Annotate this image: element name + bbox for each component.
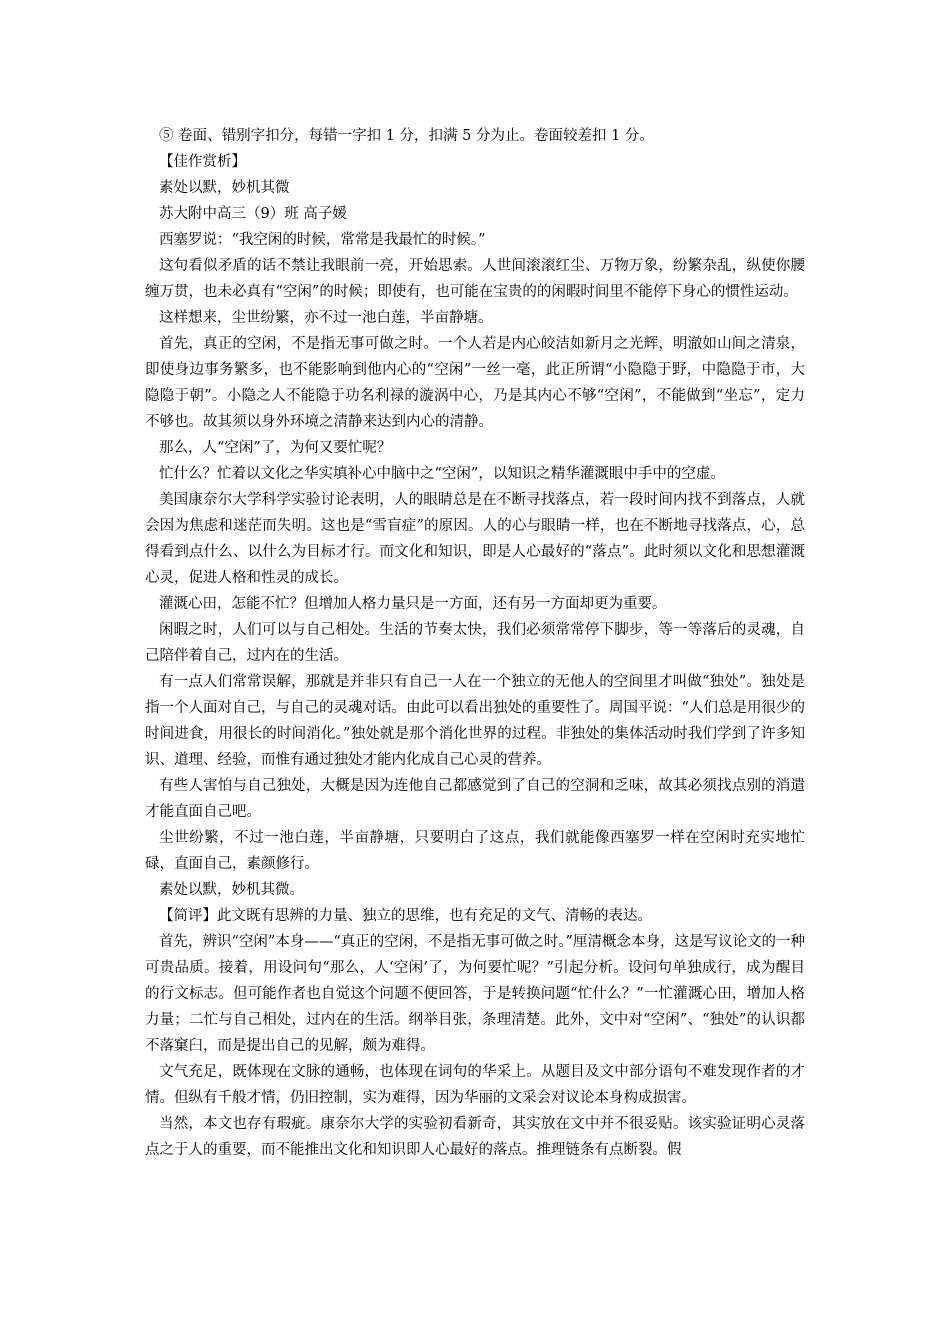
section-heading-featured-essay: 【佳作赏析】 [159,154,246,170]
essay-paragraph: 灌溉心田，怎能不忙？但增加人格力量只是一方面，还有另一方面却更为重要。 [159,596,667,612]
essay-paragraph: 这句看似矛盾的话不禁让我眼前一亮，开始思索。人世间滚滚红尘、万物万象，纷繁杂乱，纵使你腰缠万贯，也未必真有“空闲”的时候；即使有，也可能在宝贵的的闲暇时间里不能停下身心的惯性运动。 [145,258,805,300]
essay-closing-line: 素处以默，妙机其微。 [159,882,304,898]
commentary-paragraph: 当然，本文也存有瑕疵。康奈尔大学的实验初看新奇，其实放在文中并不很妥贴。该实验证明心灵落点之于人的重要，而不能推出文化和知识即人心最好的落点。推理链条有点断裂。假 [145,1116,805,1158]
scoring-rule-paragraph: ⑤ 卷面、错别字扣分，每错一字扣 1 分，扣满 5 分为止。卷面较差扣 1 分。 [159,128,654,144]
essay-paragraph: 西塞罗说：“我空闲的时候，常常是我最忙的时候。” [159,232,486,248]
essay-paragraph: 忙什么？忙着以文化之华实填补心中脑中之“空闲”，以知识之精华灌溉眼中手中的空虚。 [159,466,725,482]
essay-paragraph: 有些人害怕与自己独处，大概是因为连他自己都感觉到了自己的空洞和乏味，故其必须找点别的消遣才能直面自己吧。 [145,778,805,820]
essay-paragraph: 美国康奈尔大学科学实验讨论表明，人的眼睛总是在不断寻找落点，若一段时间内找不到落点，人就会因为焦虑和迷茫而失明。这也是“雪盲症”的原因。人的心与眼睛一样，也在不断地寻找落点，心，总得看到点什么、以什么为目标才行。而文化和知识，即是人心最好的“落点”。此时须以文化和思想灌溉心灵，促进人格和性灵的成长。 [145,492,805,586]
essay-paragraph: 闲暇之时，人们可以与自己相处。生活的节奏太快，我们必须常常停下脚步，等一等落后的灵魂，自己陪伴着自己，过内在的生活。 [145,622,805,664]
essay-author: 苏大附中高三（9）班 高子媛 [159,206,347,222]
essay-paragraph: 这样想来，尘世纷繁，亦不过一池白莲，半亩静塘。 [159,310,493,326]
commentary-paragraph: 首先，辨识“空闲”本身——“真正的空闲，不是指无事可做之时。”厘清概念本身，这是写议论文的一种可贵品质。接着，用设问句“那么，人‘空闲’了，为何要忙呢？”引起分析。设问句单独成行，成为醒目的行文标志。但可能作者也自觉这个问题不便回答，于是转换问题“忙什么？”一忙灌溉心田，增加人格力量；二忙与自己相处，过内在的生活。纲举目张，条理清楚。此外，文中对“空闲”、“独处”的认识都不落窠臼，而是提出自己的见解，颇为难得。 [145,934,805,1054]
document-body [145,123,805,1163]
essay-paragraph: 那么，人“空闲”了，为何又要忙呢？ [159,440,392,456]
essay-paragraph: 首先，真正的空闲，不是指无事可做之时。一个人若是内心皎洁如新月之光辉，明澈如山间之清泉，即使身边事务繁多，也不能影响到他内心的“空闲”一丝一毫，此正所谓“小隐隐于野，中隐隐于市，大隐隐于朝”。小隐之人不能隐于功名利禄的漩涡中心，乃是其内心不够“空闲”，不能做到“坐忘”，定力不够也。故其须以身外环境之清静来达到内心的清静。 [145,336,805,430]
essay-title: 素处以默，妙机其微 [159,180,290,196]
essay-paragraph: 有一点人们常常误解，那就是并非只有自己一人在一个独立的无他人的空间里才叫做“独处”。独处是指一个人面对自己，与自己的灵魂对话。由此可以看出独处的重要性了。周国平说：“人们总是用很少的时间进食，用很长的时间消化。”独处就是那个消化世界的过程。非独处的集体活动时我们学到了许多知识、道理、经验，而惟有通过独处才能内化成自己心灵的营养。 [145,674,805,768]
essay-paragraph: 尘世纷繁，不过一池白莲，半亩静塘，只要明白了这点，我们就能像西塞罗一样在空闲时充实地忙碌，直面自己，素颜修行。 [145,830,805,872]
commentary-heading-paragraph: 【简评】此文既有思辨的力量、独立的思维，也有充足的文气、清畅的表达。 [159,908,652,924]
commentary-paragraph: 文气充足，既体现在文脉的通畅，也体现在词句的华采上。从题目及文中部分语句不难发现作者的才情。但纵有千般才情，仍旧控制，实为难得，因为华丽的文采会对议论本身构成损害。 [145,1064,805,1106]
